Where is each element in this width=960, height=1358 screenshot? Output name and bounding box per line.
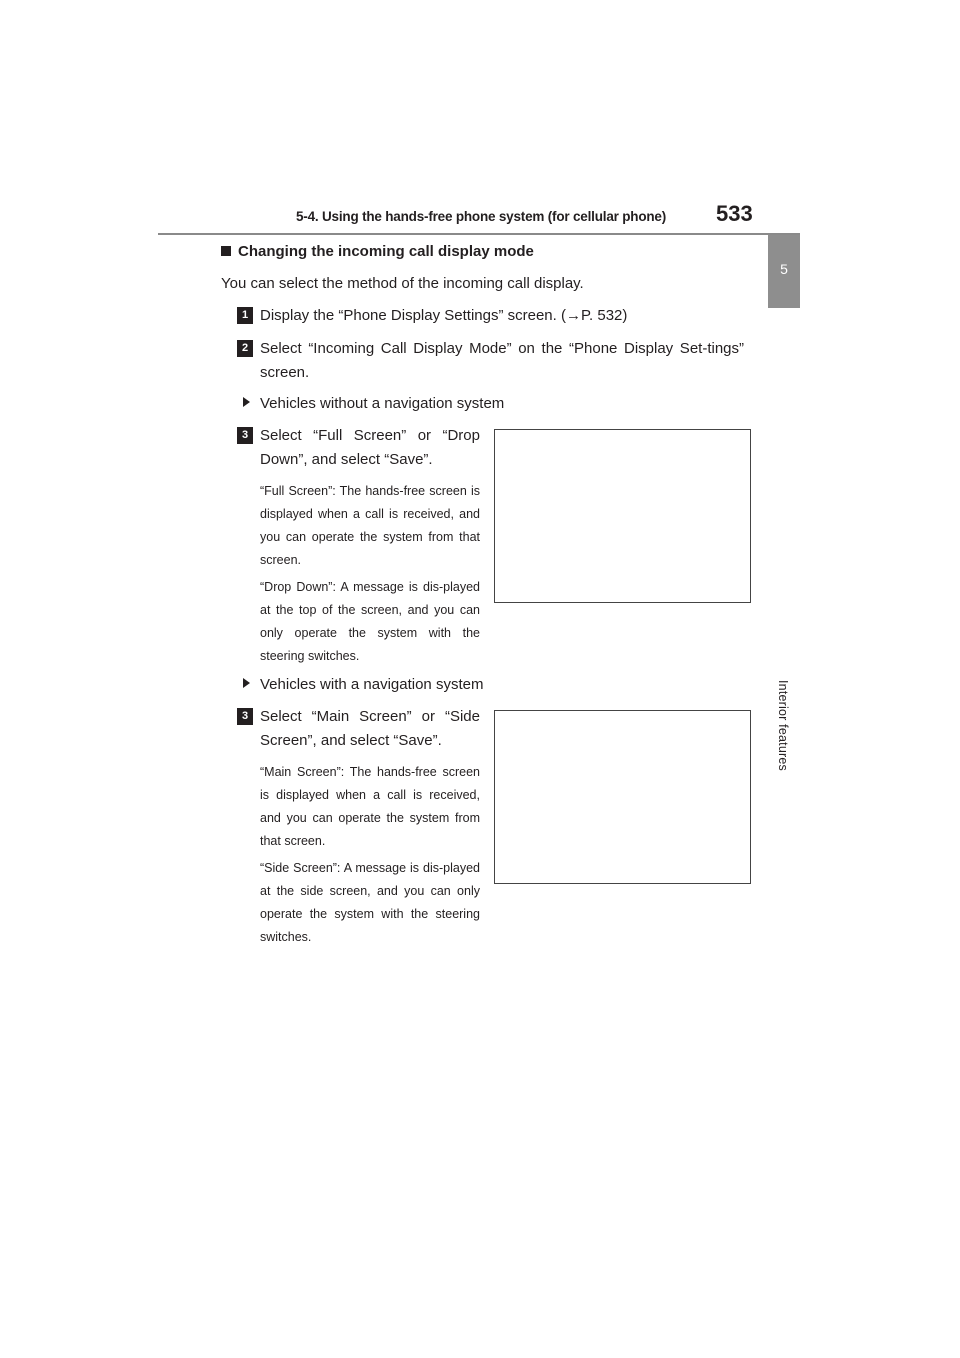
chapter-tab-label: Interior features bbox=[776, 680, 790, 771]
option-description: “Drop Down”: A message is dis-played at the top of the screen, and you can only operate the system with the steering switches. bbox=[260, 580, 480, 663]
section-heading bbox=[221, 243, 534, 260]
screen-illustration bbox=[494, 429, 751, 603]
option-description: “Side Screen”: A message is dis-played at the side screen, and you can only operate the system with the steering switches. bbox=[260, 861, 480, 944]
step-number-badge: 1 bbox=[237, 307, 253, 324]
step-number-badge: 2 bbox=[237, 340, 253, 357]
vehicle-variant-label bbox=[243, 395, 504, 412]
step-text: Select “Full Screen” or “Drop Down”, and select “Save”. bbox=[260, 427, 480, 468]
option-description: “Full Screen”: The hands-free screen is displayed when a call is received, and you can operate the system from that screen. bbox=[260, 484, 480, 567]
intro-paragraph: You can select the method of the incoming call display. bbox=[221, 275, 584, 292]
step-number-badge: 3 bbox=[237, 427, 253, 444]
vehicle-variant-text: Vehicles without a navigation system bbox=[260, 395, 505, 412]
triangle-bullet-icon bbox=[243, 397, 250, 407]
triangle-bullet-icon bbox=[243, 678, 250, 688]
step-text: Select “Incoming Call Display Mode” on the “Phone Display Set-tings” screen. bbox=[260, 340, 744, 381]
step-text: Display the “Phone Display Settings” screen. (→P. 532) bbox=[260, 307, 628, 324]
step-number-badge: 3 bbox=[237, 708, 253, 725]
option-description: “Main Screen”: The hands-free screen is displayed when a call is received, and you can operate the system from that screen. bbox=[260, 765, 480, 848]
vehicle-variant-text: Vehicles with a navigation system bbox=[260, 676, 484, 693]
screen-illustration bbox=[494, 710, 751, 884]
vehicle-variant-label bbox=[243, 676, 483, 693]
chapter-tab-number: 5 bbox=[780, 261, 788, 277]
section-heading-text: Changing the incoming call display mode bbox=[238, 243, 534, 260]
step-text: Select “Main Screen” or “Side Screen”, and select “Save”. bbox=[260, 708, 480, 749]
header-divider bbox=[158, 233, 800, 235]
page-number: 533 bbox=[716, 201, 753, 226]
square-bullet-icon bbox=[221, 246, 231, 256]
section-header-title: 5-4. Using the hands-free phone system (for cellular phone) bbox=[296, 209, 667, 224]
